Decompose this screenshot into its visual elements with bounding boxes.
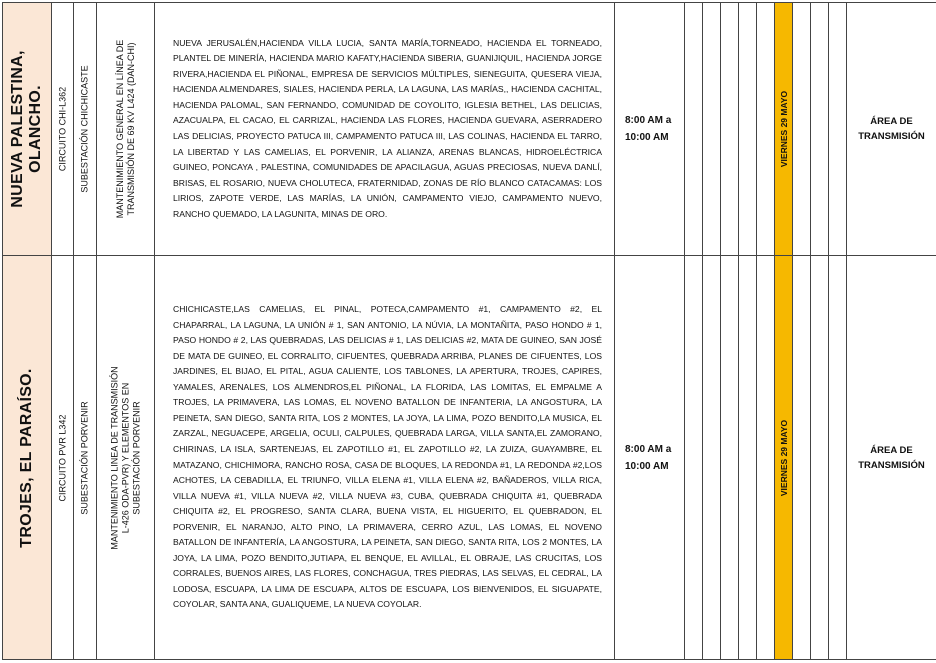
- circuit-label: CIRCUITO PVR L342: [57, 414, 67, 501]
- responsible-line: ÁREA DE: [870, 116, 913, 127]
- blank-cell: [811, 3, 829, 256]
- day-label: VIERNES 29 MAYO: [778, 419, 789, 496]
- blank-cell: [703, 3, 721, 256]
- responsible-line: TRANSMISIÓN: [858, 131, 925, 142]
- time-end: 10:00 AM: [625, 132, 669, 143]
- blank-cell: [793, 3, 811, 256]
- blank-cell: [721, 3, 739, 256]
- blank-cell: [793, 256, 811, 660]
- schedule-row: [3, 3, 936, 256]
- blank-cell: [829, 256, 847, 660]
- location-cell: [3, 256, 52, 660]
- maintenance-cell: [97, 3, 155, 256]
- substation-label: SUBESTACIÓN CHICHICASTE: [79, 65, 90, 193]
- substation-cell: [74, 3, 97, 256]
- day-cell: [775, 256, 793, 660]
- time-start: 8:00 AM a: [625, 443, 672, 455]
- time-cell: [615, 256, 685, 660]
- maintenance-line: MANTENIMIENTO GENERAL EN LÍNEA DE: [114, 39, 125, 219]
- circuit-cell: [52, 256, 74, 660]
- responsible-cell: [847, 256, 936, 660]
- maintenance-line: TRANSMISIÓN DE 69 KV L424 (DAN-CHI): [125, 42, 136, 216]
- schedule-row: [3, 256, 936, 660]
- blank-cell: [739, 256, 757, 660]
- blank-cell: [829, 3, 847, 256]
- blank-cell: [703, 256, 721, 660]
- circuit-cell: [52, 3, 74, 256]
- blank-cell: [739, 3, 757, 256]
- location-line: TROJES, EL PARAÍSO.: [18, 367, 35, 548]
- day-label: VIERNES 29 MAYO: [778, 90, 789, 168]
- time-start: 8:00 AM a: [625, 115, 672, 126]
- affected-areas: CHICHICASTE,LAS CAMELIAS, EL PINAL, POTECA,CAMPAMENTO #1, CAMPAMENTO #2, EL CHAPARRAL, LA LAGUNA, LA UNIÓN # 1, SAN ANTONIO, LA NÚVIA, LA MONTAÑITA, PASO HONDO # 1, PASO HONDO # 2, LAS QUEBRADAS, LAS DELICIAS # 1, LAS DELICIAS #2, MATA DE GUINEO, SAN JOSÉ DE MATA DE GUINEO, EL CORRALITO, CIFUENTES, QUEBRADA ARRIBA, PLANES DE CIFUENTES, LOS JARDINES, EL BIJAO, EL PITAL, AGUA CALIENTE, LOS TABLONES, LA APERTURA, TROJES, CAPIRES, YAMALES, ARENALES, LOS ALMENDROS,EL PIÑONAL, LA FLORIDA, LAS LOMITAS, EL EMPALME A TROJES, LA PRIMAVERA, LAS LOMAS, EL NOVENO BATALLON DE INFANTERIA, LA ANGOSTURA, LA PEINETA, SAN DIEGO, SANTA RITA, LOS 2 MONTES, LA JOYA, LA LIMA, POZO BENDITO,LA MUSICA, EL ZARZAL, NEGUACEPE, ARGELIA, OCULI, CALPULES, QUEBRADA LARGA, VILLA SANTA,EL ZAMORANO, CHIRINAS, LA ISLA, SARTENEJAS, EL ZAPOTILLO #1, EL ZAPOTILLO #2, LA ZUIZA, GUAYAMBRE, EL MATAZANO, CHICHIMORA, RANCHO ROSA, CASA DE BLOQUES, LA REDONDA #1, LA REDONDA #2,LOS ACHOTES, LA CEBADILLA, EL TRIUNFO, VILLA ELENA #1, VILLA ELENA #2, BAÑADEROS, VILLA RICA, VILLA NUEVA #1, VILLA NUEVA #2, VILLA NUEVA #3, CUBA, QUEBRADA CHIQUITA #1, QUEBRADA CHIQUITA #2, EL PROGRESO, SANTA CLARA, BUENA VISTA, EL HIGUERITO, EL QUEBRADON, EL PORVENIR, EL NARANJO, ALTO PINO, LA PRIMAVERA, CERRO AZUL, LAS LOMAS, EL NOVENO BATALLON DE INFANTERÍA, LA ANGOSTURA, LA PEINETA, SAN DIEGO, SANTA RITA, LOS 2 MONTES, LA JOYA, LA LIMA, POZO BENDITO,JUTIAPA, EL BENQUE, EL AVILLAL, EL OBRAJE, LAS CRUCITAS, LOS CORRALES, BUENOS AIRES, LAS FLORES, CONCHAGUA, TRES PIEDRAS, LAS SELVAS, EL CEDRAL, LA LODOSA, ESCUAPA, LA LIMA DE ESCUAPA, ALTOS DE ESCUAPA, LOS BIENVENIDOS, EL SIGUAPATE, COYOLAR, SANTA ANA, GUALIQUEME, LA NUEVA COYOLAR.: [155, 256, 615, 660]
- blank-cell: [811, 256, 829, 660]
- blank-cell: [757, 256, 775, 660]
- location-line: NUEVA PALESTINA,: [9, 50, 26, 208]
- blank-cell: [721, 256, 739, 660]
- location-line: OLANCHO.: [27, 85, 44, 173]
- responsible-line: ÁREA DE: [870, 444, 913, 456]
- maintenance-line: L-426 ODA-PVR) Y ELEMENTOS EN: [120, 382, 130, 533]
- blank-cell: [757, 3, 775, 256]
- substation-label: SUBESTACIÓN PORVENIR: [79, 400, 90, 515]
- maintenance-line: MANTENIMIENTO LINEA DE TRANSMISIÓN: [109, 365, 119, 550]
- maintenance-line: SUBESTACIÓN PORVENIR: [131, 400, 141, 515]
- affected-areas: NUEVA JERUSALÉN,HACIENDA VILLA LUCIA, SANTA MARÍA,TORNEADO, HACIENDA EL TORNEADO, PLANTEL DE MINERÍA, HACIENDA MARIO KAFATY,HACIENDA SIBERIA, GUANIJIQUIL, HACIENDA JORGE RIVERA,HACIENDA EL PIÑONAL, EMPRESA DE SERVICIOS MÚLTIPLES, SIENEGUITA, QUESERA VIEJA, HACIENDA ALMENDARES, SIALES, HACIENDA PERLA, LA LAGUNA, LAS MARÍAS,, HACIENDA CACHITAL, HACIENDA PALOMAL, SAN FERNANDO, COMUNIDAD DE COYOLITO, IGLESIA BETHEL, LAS DELICIAS, AZACUALPA, EL CACAO, EL CARRIZAL, HACIENDA LAS FLORES, HACIENDA GUEVARA, ASERRADERO LAS DELICIAS, PROYECTO PATUCA III, CAMPAMENTO PATUCA III, LAS COLINAS, HACIENDA EL TARRO, LA LIBERTAD Y LAS CAMELIAS, EL PORVENIR, LA ALIANZA, ARENAS BLANCAS, HIDROELÉCTRICA GUINEO, PONCAYA , PALESTINA, COMUNIDADES DE APACILAGUA, AGUAS PRECIOSAS, NUEVA DANLÍ, BRISAS, EL ROSARIO, NUEVA CHOLUTECA, FRATERNIDAD, ZONAS DE RÍO BLANCO CATACAMAS: LOS LIRIOS, ZAPOTE VERDE, LAS MARÍAS, LA UNIÓN, CAMPAMENTO VIEJO, CAMPAMENTO NUEVO, RANCHO QUEMADO, LA LAGUNITA, MINAS DE ORO.: [155, 3, 615, 256]
- substation-cell: [74, 256, 97, 660]
- day-cell: [775, 3, 793, 256]
- responsible-cell: [847, 3, 936, 256]
- location-cell: [3, 3, 52, 256]
- time-cell: [615, 3, 685, 256]
- blank-cell: [685, 3, 703, 256]
- blank-cell: [685, 256, 703, 660]
- maintenance-cell: [97, 256, 155, 660]
- circuit-label: CIRCUITO CHI-L362: [57, 86, 67, 172]
- time-end: 10:00 AM: [625, 460, 669, 472]
- outage-schedule-table: [2, 2, 936, 660]
- responsible-line: TRANSMISIÓN: [858, 459, 925, 471]
